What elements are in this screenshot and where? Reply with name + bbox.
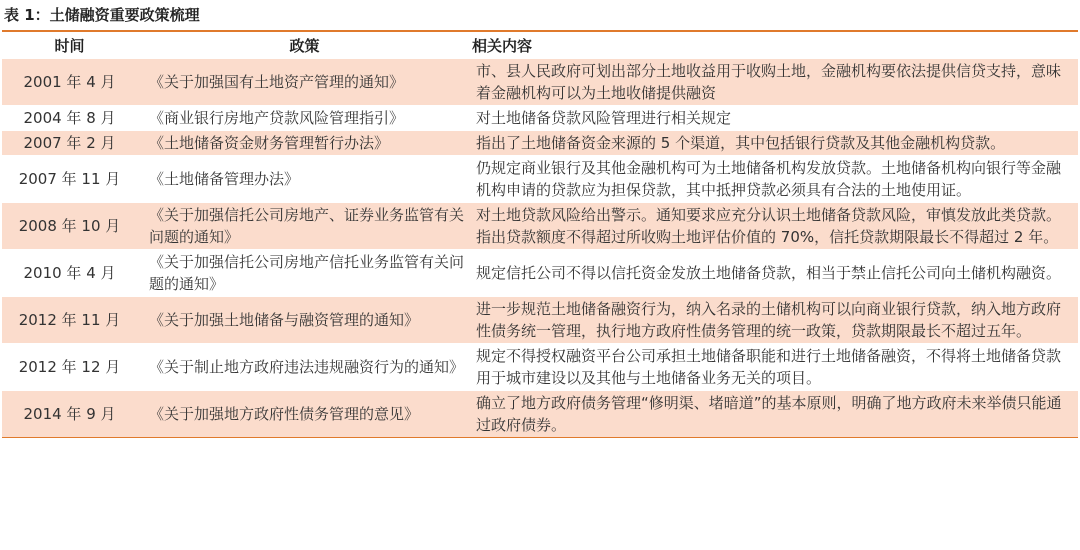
content-cell: 确立了地方政府债务管理“修明渠、堵暗道”的基本原则，明确了地方政府未来举债只能通过政府债券。 [472, 391, 1078, 438]
header-policy: 政策 [289, 36, 320, 55]
header-row [2, 32, 1078, 59]
content-cell: 对土地储备贷款风险管理进行相关规定 [472, 106, 1078, 131]
content-cell: 市、县人民政府可划出部分土地收益用于收购土地，金融机构要依法提供信贷支持，意味着金融机构可以为土地收储提供融资 [472, 59, 1078, 106]
content-cell: 仍规定商业银行及其他金融机构可为土地储备机构发放贷款。土地储备机构向银行等金融机构申请的贷款应为担保贷款，其中抵押贷款必须具有合法的土地使用证。 [472, 156, 1078, 203]
time-cell: 2007 年 2 月 [2, 131, 137, 156]
time-cell: 2004 年 8 月 [2, 106, 137, 131]
content-cell: 规定不得授权融资平台公司承担土地储备职能和进行土地储备融资，不得将土地储备贷款用于城市建设以及其他与土地储备业务无关的项目。 [472, 344, 1078, 391]
table-row [2, 59, 1078, 106]
content-cell: 对土地贷款风险给出警示。通知要求应充分认识土地储备贷款风险，审慎发放此类贷款。指出贷款额度不得超过所收购土地评估价值的 70%，信托贷款期限最长不得超过 2 年。 [472, 203, 1078, 250]
policy-cell: 《关于加强信托公司房地产、证券业务监管有关问题的通知》 [137, 203, 472, 250]
table-row [2, 391, 1078, 438]
table-row [2, 344, 1078, 391]
content-cell: 规定信托公司不得以信托资金发放土地储备贷款，相当于禁止信托公司向土储机构融资。 [472, 250, 1078, 297]
content-cell: 指出了土地储备资金来源的 5 个渠道，其中包括银行贷款及其他金融机构贷款。 [472, 131, 1078, 156]
time-cell: 2012 年 12 月 [2, 344, 137, 391]
policy-cell: 《土地储备管理办法》 [137, 156, 472, 203]
table-row [2, 131, 1078, 156]
policy-cell: 《关于加强国有土地资产管理的通知》 [137, 59, 472, 106]
policy-cell: 《关于加强信托公司房地产信托业务监管有关问题的通知》 [137, 250, 472, 297]
time-cell: 2007 年 11 月 [2, 156, 137, 203]
time-cell: 2001 年 4 月 [2, 59, 137, 106]
time-cell: 2014 年 9 月 [2, 391, 137, 438]
policy-table [2, 32, 1078, 437]
time-cell: 2012 年 11 月 [2, 297, 137, 344]
policy-cell: 《关于加强地方政府性债务管理的意见》 [137, 391, 472, 438]
policy-cell: 《关于制止地方政府违法违规融资行为的通知》 [137, 344, 472, 391]
header-time: 时间 [54, 36, 85, 55]
time-cell: 2008 年 10 月 [2, 203, 137, 250]
table-title: 表 1：土储融资重要政策梳理 [4, 6, 200, 24]
policy-cell: 《商业银行房地产贷款风险管理指引》 [137, 106, 472, 131]
table-row [2, 106, 1078, 131]
policy-cell: 《土地储备资金财务管理暂行办法》 [137, 131, 472, 156]
table-row [2, 297, 1078, 344]
policy-cell: 《关于加强土地储备与融资管理的通知》 [137, 297, 472, 344]
header-content: 相关内容 [472, 36, 533, 55]
content-cell: 进一步规范土地储备融资行为，纳入名录的土储机构可以向商业银行贷款，纳入地方政府性债务统一管理，执行地方政府性债务管理的统一政策，贷款期限最长不超过五年。 [472, 297, 1078, 344]
table-bottom-rule [2, 437, 1078, 438]
table-row [2, 203, 1078, 250]
table-row [2, 250, 1078, 297]
time-cell: 2010 年 4 月 [2, 250, 137, 297]
table-row [2, 156, 1078, 203]
